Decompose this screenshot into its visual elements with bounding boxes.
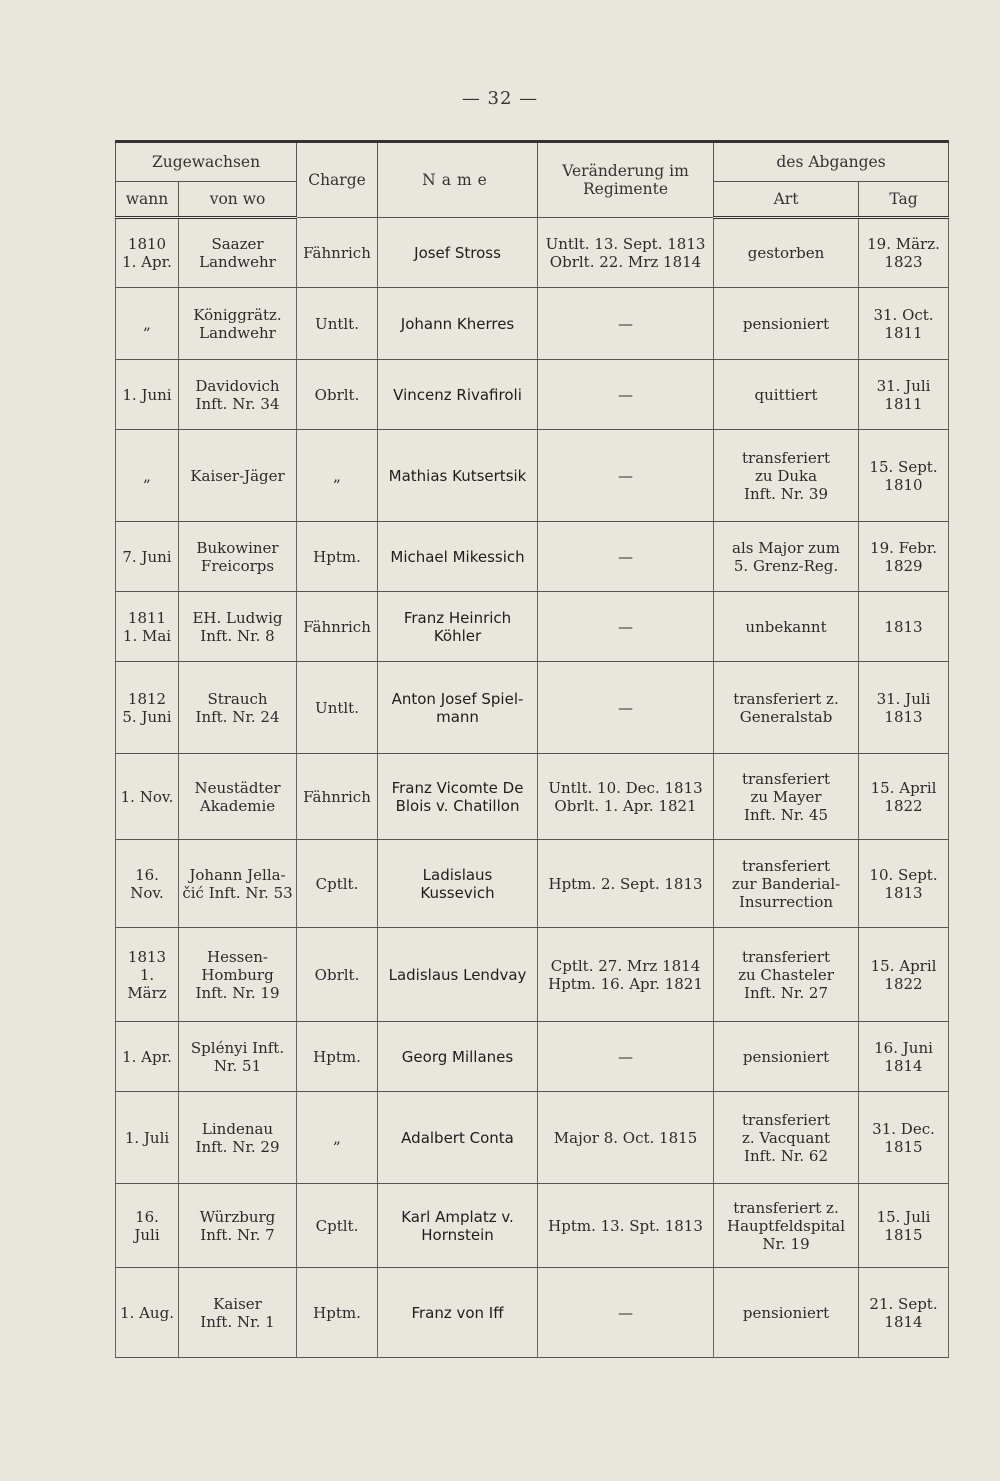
cell-von-wo: Davidovich Inft. Nr. 34 bbox=[179, 360, 297, 430]
cell-name: Mathias Kutsertsik bbox=[378, 430, 538, 522]
cell-name: Anton Josef Spiel- mann bbox=[378, 662, 538, 754]
cell-name: Franz Heinrich Köhler bbox=[378, 592, 538, 662]
cell-art: pensioniert bbox=[714, 288, 859, 360]
cell-von-wo: Splényi Inft. Nr. 51 bbox=[179, 1022, 297, 1092]
cell-art: transferiert zu Duka Inft. Nr. 39 bbox=[714, 430, 859, 522]
cell-wann: 1. Apr. bbox=[116, 1022, 179, 1092]
cell-charge: Untlt. bbox=[297, 288, 378, 360]
cell-charge: Cptlt. bbox=[297, 840, 378, 928]
cell-von-wo: Saazer Landwehr bbox=[179, 218, 297, 288]
cell-art: transferiert zu Mayer Inft. Nr. 45 bbox=[714, 754, 859, 840]
cell-wann: 1810 1. Apr. bbox=[116, 218, 179, 288]
table-row bbox=[116, 360, 949, 430]
cell-veraenderung: Untlt. 13. Sept. 1813 Obrlt. 22. Mrz 1814 bbox=[538, 218, 714, 288]
table-row bbox=[116, 592, 949, 662]
cell-art: unbekannt bbox=[714, 592, 859, 662]
cell-veraenderung: — bbox=[538, 288, 714, 360]
cell-tag: 21. Sept. 1814 bbox=[859, 1268, 949, 1358]
cell-tag: 31. Juli 1813 bbox=[859, 662, 949, 754]
table-row bbox=[116, 218, 949, 288]
cell-veraenderung: Hptm. 13. Spt. 1813 bbox=[538, 1184, 714, 1268]
cell-art: transferiert zu Chasteler Inft. Nr. 27 bbox=[714, 928, 859, 1022]
header-tag: Tag bbox=[859, 182, 949, 218]
cell-name: Ladislaus Kussevich bbox=[378, 840, 538, 928]
cell-name: Franz von Iff bbox=[378, 1268, 538, 1358]
cell-charge: „ bbox=[297, 430, 378, 522]
cell-von-wo: Kaiser-Jäger bbox=[179, 430, 297, 522]
table-row bbox=[116, 840, 949, 928]
header-des-abganges: des Abganges bbox=[714, 142, 949, 182]
cell-name: Georg Millanes bbox=[378, 1022, 538, 1092]
cell-art: transferiert z. Vacquant Inft. Nr. 62 bbox=[714, 1092, 859, 1184]
cell-name: Karl Amplatz v. Hornstein bbox=[378, 1184, 538, 1268]
cell-veraenderung: — bbox=[538, 1268, 714, 1358]
table-row bbox=[116, 430, 949, 522]
cell-charge: Cptlt. bbox=[297, 1184, 378, 1268]
table-row bbox=[116, 288, 949, 360]
cell-name: Josef Stross bbox=[378, 218, 538, 288]
table-row bbox=[116, 754, 949, 840]
cell-name: Ladislaus Lendvay bbox=[378, 928, 538, 1022]
cell-von-wo: Johann Jella- čić Inft. Nr. 53 bbox=[179, 840, 297, 928]
cell-wann: 1. Aug. bbox=[116, 1268, 179, 1358]
cell-veraenderung: — bbox=[538, 592, 714, 662]
cell-von-wo: Würzburg Inft. Nr. 7 bbox=[179, 1184, 297, 1268]
cell-charge: Hptm. bbox=[297, 1022, 378, 1092]
cell-wann: 1812 5. Juni bbox=[116, 662, 179, 754]
cell-tag: 15. Sept. 1810 bbox=[859, 430, 949, 522]
cell-von-wo: EH. Ludwig Inft. Nr. 8 bbox=[179, 592, 297, 662]
cell-veraenderung: — bbox=[538, 522, 714, 592]
cell-veraenderung: Major 8. Oct. 1815 bbox=[538, 1092, 714, 1184]
cell-wann: 7. Juni bbox=[116, 522, 179, 592]
register-rows bbox=[116, 218, 949, 1358]
cell-name: Vincenz Rivafiroli bbox=[378, 360, 538, 430]
cell-art: transferiert z. Hauptfeldspital Nr. 19 bbox=[714, 1184, 859, 1268]
cell-von-wo: Neustädter Akademie bbox=[179, 754, 297, 840]
cell-veraenderung: — bbox=[538, 360, 714, 430]
cell-tag: 15. Juli 1815 bbox=[859, 1184, 949, 1268]
cell-charge: Untlt. bbox=[297, 662, 378, 754]
cell-name: Johann Kherres bbox=[378, 288, 538, 360]
cell-charge: Obrlt. bbox=[297, 928, 378, 1022]
cell-wann: 1. Nov. bbox=[116, 754, 179, 840]
cell-tag: 1813 bbox=[859, 592, 949, 662]
cell-veraenderung: — bbox=[538, 662, 714, 754]
cell-wann: 1811 1. Mai bbox=[116, 592, 179, 662]
cell-charge: Hptm. bbox=[297, 522, 378, 592]
cell-art: transferiert z. Generalstab bbox=[714, 662, 859, 754]
table-row bbox=[116, 522, 949, 592]
cell-veraenderung: Hptm. 2. Sept. 1813 bbox=[538, 840, 714, 928]
cell-wann: 16. Juli bbox=[116, 1184, 179, 1268]
cell-art: als Major zum 5. Grenz-Reg. bbox=[714, 522, 859, 592]
cell-veraenderung: — bbox=[538, 1022, 714, 1092]
cell-charge: Fähnrich bbox=[297, 218, 378, 288]
header-veraenderung: Veränderung im Regimente bbox=[538, 142, 714, 218]
cell-charge: Fähnrich bbox=[297, 592, 378, 662]
cell-charge: Obrlt. bbox=[297, 360, 378, 430]
cell-von-wo: Strauch Inft. Nr. 24 bbox=[179, 662, 297, 754]
header-wann: wann bbox=[116, 182, 179, 218]
cell-name: Franz Vicomte De Blois v. Chatillon bbox=[378, 754, 538, 840]
cell-tag: 31. Dec. 1815 bbox=[859, 1092, 949, 1184]
cell-art: quittiert bbox=[714, 360, 859, 430]
table-row bbox=[116, 1022, 949, 1092]
cell-veraenderung: Untlt. 10. Dec. 1813 Obrlt. 1. Apr. 1821 bbox=[538, 754, 714, 840]
cell-von-wo: Hessen- Homburg Inft. Nr. 19 bbox=[179, 928, 297, 1022]
cell-charge: „ bbox=[297, 1092, 378, 1184]
cell-wann: 1. Juli bbox=[116, 1092, 179, 1184]
page-number: — 32 — bbox=[461, 88, 539, 109]
table-row bbox=[116, 1092, 949, 1184]
cell-art: pensioniert bbox=[714, 1268, 859, 1358]
cell-tag: 10. Sept. 1813 bbox=[859, 840, 949, 928]
cell-art: transferiert zur Banderial- Insurrection bbox=[714, 840, 859, 928]
cell-tag: 15. April 1822 bbox=[859, 928, 949, 1022]
cell-wann: 1. Juni bbox=[116, 360, 179, 430]
register-table bbox=[115, 140, 949, 1358]
cell-art: gestorben bbox=[714, 218, 859, 288]
table-row bbox=[116, 1268, 949, 1358]
cell-tag: 19. Febr. 1829 bbox=[859, 522, 949, 592]
table-row bbox=[116, 662, 949, 754]
table-row bbox=[116, 1184, 949, 1268]
cell-von-wo: Bukowiner Freicorps bbox=[179, 522, 297, 592]
header-charge: Charge bbox=[297, 142, 378, 218]
cell-art: pensioniert bbox=[714, 1022, 859, 1092]
header-art: Art bbox=[714, 182, 859, 218]
cell-wann: 1813 1. März bbox=[116, 928, 179, 1022]
cell-tag: 16. Juni 1814 bbox=[859, 1022, 949, 1092]
cell-von-wo: Kaiser Inft. Nr. 1 bbox=[179, 1268, 297, 1358]
cell-charge: Fähnrich bbox=[297, 754, 378, 840]
cell-wann: 16. Nov. bbox=[116, 840, 179, 928]
cell-veraenderung: Cptlt. 27. Mrz 1814 Hptm. 16. Apr. 1821 bbox=[538, 928, 714, 1022]
cell-von-wo: Königgrätz. Landwehr bbox=[179, 288, 297, 360]
cell-von-wo: Lindenau Inft. Nr. 29 bbox=[179, 1092, 297, 1184]
cell-tag: 19. März. 1823 bbox=[859, 218, 949, 288]
header-name: Name bbox=[378, 142, 538, 218]
cell-tag: 15. April 1822 bbox=[859, 754, 949, 840]
cell-tag: 31. Oct. 1811 bbox=[859, 288, 949, 360]
cell-tag: 31. Juli 1811 bbox=[859, 360, 949, 430]
header-zugewachsen: Zugewachsen bbox=[116, 142, 297, 182]
cell-veraenderung: — bbox=[538, 430, 714, 522]
cell-name: Michael Mikessich bbox=[378, 522, 538, 592]
cell-wann: „ bbox=[116, 288, 179, 360]
cell-name: Adalbert Conta bbox=[378, 1092, 538, 1184]
table-row bbox=[116, 928, 949, 1022]
cell-charge: Hptm. bbox=[297, 1268, 378, 1358]
cell-wann: „ bbox=[116, 430, 179, 522]
header-von-wo: von wo bbox=[179, 182, 297, 218]
